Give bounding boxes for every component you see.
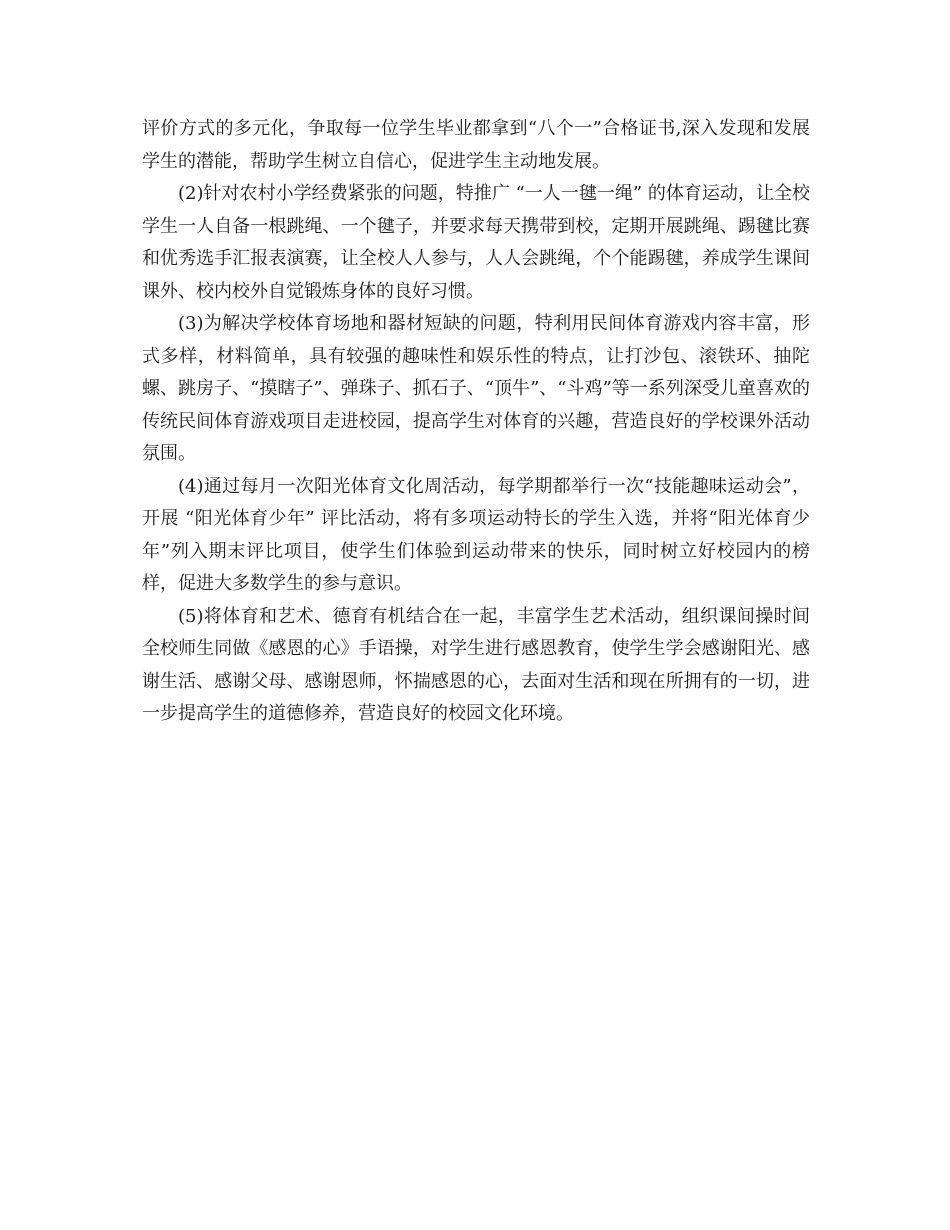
paragraph-item-5: (5)将体育和艺术、德育有机结合在一起，丰富学生艺术活动，组织课间操时间全校师生同做《感恩的心》手语操，对学生进行感恩教育，使学生学会感谢阳光、感谢生活、感谢父母、感谢恩师，怀揣感恩的心，去面对生活和现在所拥有的一切，进一步提高学生的道德修养，营造良好的校园文化环境。 bbox=[142, 605, 810, 724]
document-body bbox=[142, 113, 810, 731]
paragraph-item-2: (2)针对农村小学经费紧张的问题，特推广 “一人一毽一绳” 的体育运动，让全校学生一人自备一根跳绳、一个毽子，并要求每天携带到校，定期开展跳绳、踢毽比赛和优秀选手汇报表演赛，让全校人人参与，人人会跳绳，个个能踢毽，养成学生课间课外、校内校外自觉锻炼身体的良好习惯。 bbox=[142, 183, 810, 302]
paragraph-intro-continuation: 评价方式的多元化，争取每一位学生毕业都拿到“八个一”合格证书,深入发现和发展学生的潜能，帮助学生树立自信心，促进学生主动地发展。 bbox=[142, 118, 810, 172]
paragraph-item-4: (4)通过每月一次阳光体育文化周活动，每学期都举行一次“技能趣味运动会”，开展 “阳光体育少年” 评比活动，将有多项运动特长的学生入选，并将“阳光体育少年”列入期末评比项目，使学生们体验到运动带来的快乐，同时树立好校园内的榜样，促进大多数学生的参与意识。 bbox=[142, 475, 810, 594]
paragraph-item-3: (3)为解决学校体育场地和器材短缺的问题，特利用民间体育游戏内容丰富，形式多样，材料简单，具有较强的趣味性和娱乐性的特点，让打沙包、滚铁环、抽陀螺、跳房子、“摸瞎子”、弹珠子、抓石子、“顶牛”、“斗鸡”等一系列深受儿童喜欢的传统民间体育游戏项目走进校园，提高学生对体育的兴趣，营造良好的学校课外活动氛围。 bbox=[142, 313, 810, 464]
